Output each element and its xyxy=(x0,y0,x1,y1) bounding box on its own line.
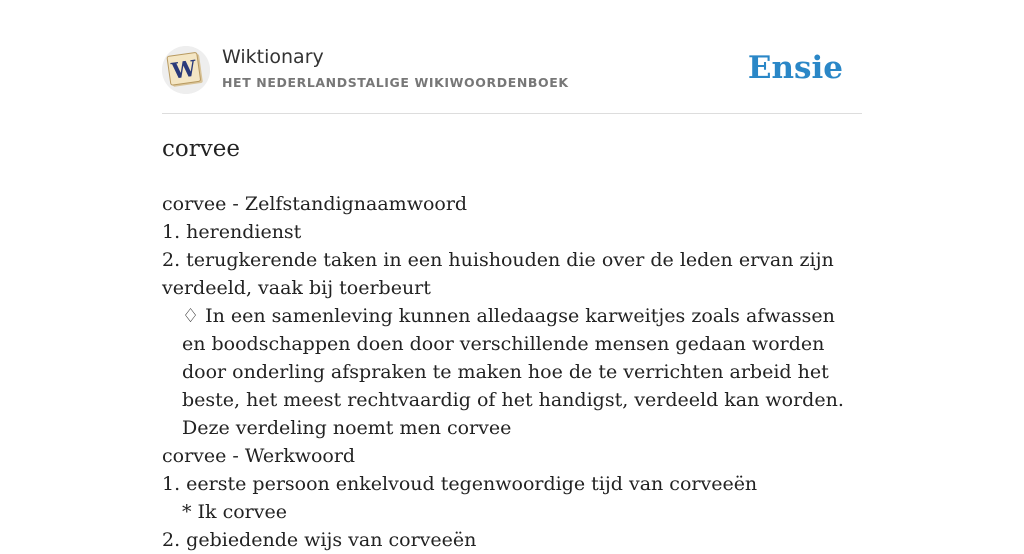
example-text: ♢ In een samenleving kunnen alledaagse karweitjes zoals afwassen en boodschappen doen door verschillende mensen gedaan worden door onderling afspraken te maken hoe de te verrichten arbeid het beste, het meest rechtvaardig of het handigst, verdeeld kan worden. Deze verdeling noemt men corvee xyxy=(182,305,844,439)
example-text: * Ik corvee xyxy=(182,501,287,523)
page-container xyxy=(162,0,862,551)
wiktionary-logo-icon[interactable] xyxy=(162,46,210,94)
page-title: corvee xyxy=(162,136,240,162)
entry-content xyxy=(162,190,862,554)
definition-item: 1. herendienst xyxy=(162,221,302,243)
site-name[interactable]: Wiktionary xyxy=(222,46,324,68)
entry-heading-verb: corvee - Werkwoord xyxy=(162,445,356,467)
site-tagline: HET NEDERLANDSTALIGE WIKIWOORDENBOEK xyxy=(222,75,569,90)
entry-heading-noun: corvee - Zelfstandignaamwoord xyxy=(162,193,468,215)
definition-item: 1. eerste persoon enkelvoud tegenwoordige tijd van corveeën xyxy=(162,473,758,495)
definition-item: 2. gebiedende wijs van corveeën xyxy=(162,529,477,551)
svg-text:W: W xyxy=(169,55,199,85)
site-header xyxy=(162,0,862,114)
definition-item: 2. terugkerende taken in een huishouden die over de leden ervan zijn verdeeld, vaak bij toerbeurt xyxy=(162,249,834,299)
brand-logo-link[interactable]: Ensie xyxy=(747,50,843,86)
